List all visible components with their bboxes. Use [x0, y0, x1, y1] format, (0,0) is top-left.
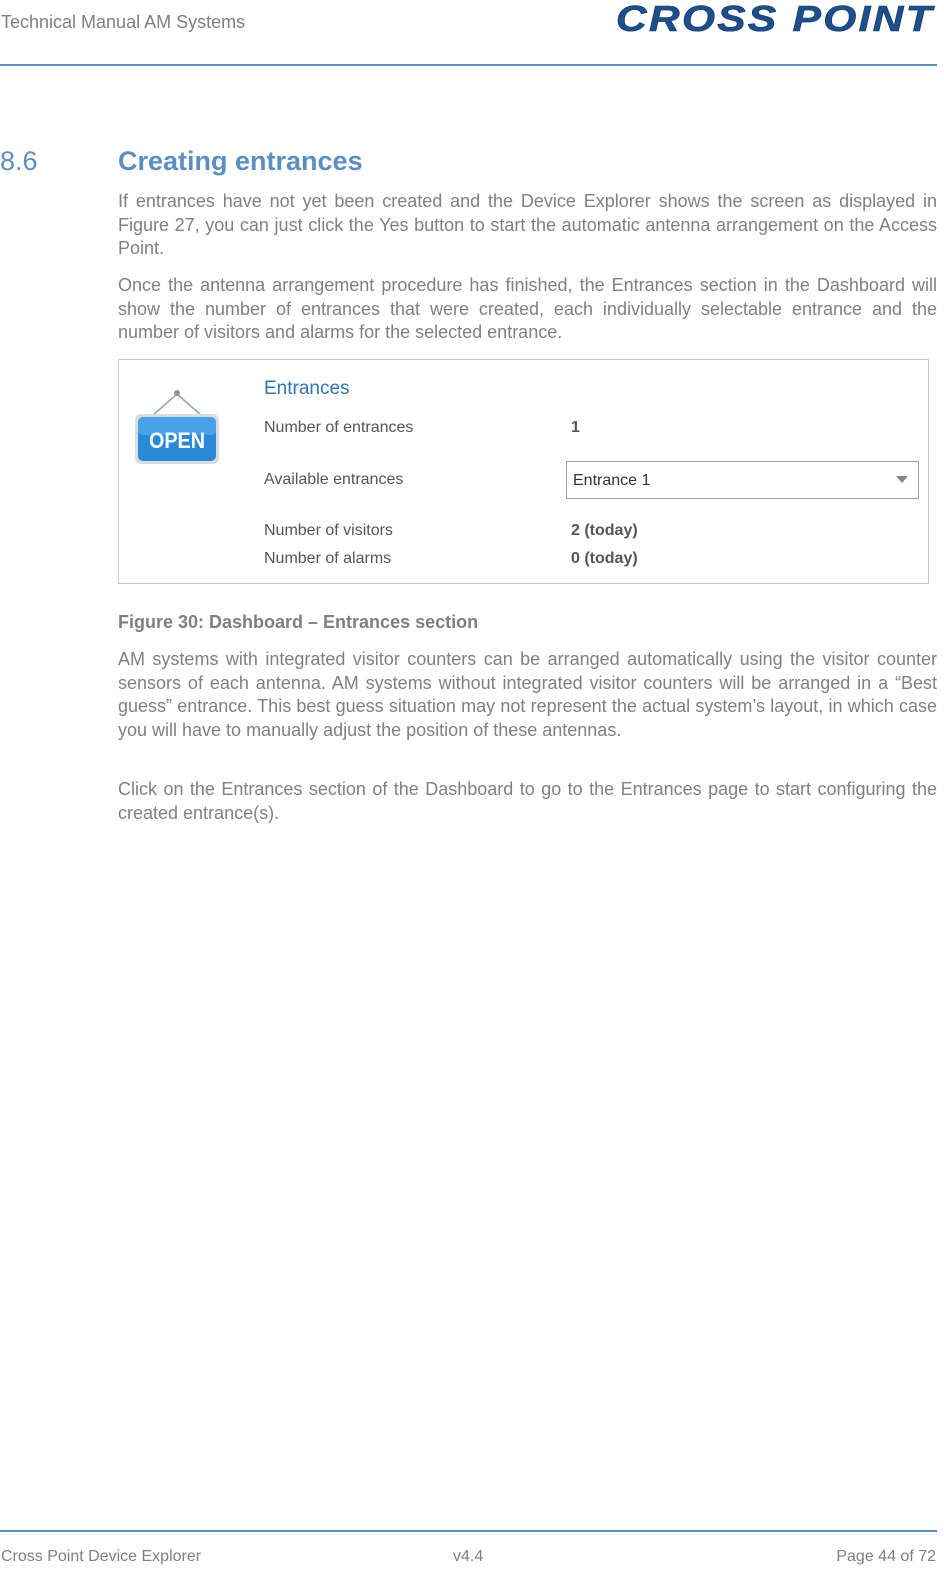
figure-caption: Figure 30: Dashboard – Entrances section [118, 612, 479, 632]
footer-product-name: Cross Point Device Explorer [1, 1548, 202, 1565]
available-entrances-dropdown[interactable] [566, 461, 919, 499]
number-of-alarms-value: 0 (today) [571, 550, 638, 567]
header-title: Technical Manual AM Systems [1, 12, 246, 32]
footer-version: v4.4 [453, 1548, 484, 1565]
number-of-entrances-value: 1 [571, 419, 580, 436]
entrances-dashboard-figure [118, 359, 929, 584]
paragraph-arrangement: Once the antenna arrangement procedure has finished, the Entrances section in the Dashboard will show the number of entrances that were created, each individually selectable entrance and the number of visitors and alarms for the selected entrance. [118, 275, 937, 342]
footer-page-number: Page 44 of 72 [836, 1548, 936, 1565]
paragraph-click-entrances: Click on the Entrances section of the Dashboard to go to the Entrances page to start configuring the created entrance(s). [118, 779, 937, 823]
number-of-alarms-label: Number of alarms [264, 550, 392, 567]
dropdown-selected-value: Entrance 1 [573, 472, 651, 489]
number-of-entrances-label: Number of entrances [264, 419, 414, 436]
header-divider [0, 64, 937, 66]
number-of-visitors-value: 2 (today) [571, 522, 638, 539]
open-sign-text: OPEN [149, 428, 205, 453]
paragraph-visitor-counters: AM systems with integrated visitor counters can be arranged automatically using the visitor counter sensors of each antenna. AM systems without integrated visitor counters will be arranged in a “Best guess” entrance. This best guess situation may not represent the actual system’s layout, in which case you will have to manually adjust the position of these antennas. [118, 649, 937, 740]
number-of-visitors-label: Number of visitors [264, 522, 393, 539]
open-sign-icon [132, 386, 222, 470]
logo-text: CROSS POINT [616, 0, 936, 38]
cross-point-logo [612, 0, 938, 38]
paragraph-intro: If entrances have not yet been created and the Device Explorer shows the screen as displayed in Figure 27, you can just click the Yes button to start the automatic antenna arrangement on the Access Point. [118, 191, 937, 258]
available-entrances-label: Available entrances [264, 471, 404, 488]
footer-divider [0, 1530, 937, 1532]
section-title: Creating entrances [118, 146, 363, 176]
chevron-down-icon[interactable] [896, 476, 908, 483]
section-number: 8.6 [0, 146, 38, 176]
entrances-heading: Entrances [264, 378, 350, 399]
